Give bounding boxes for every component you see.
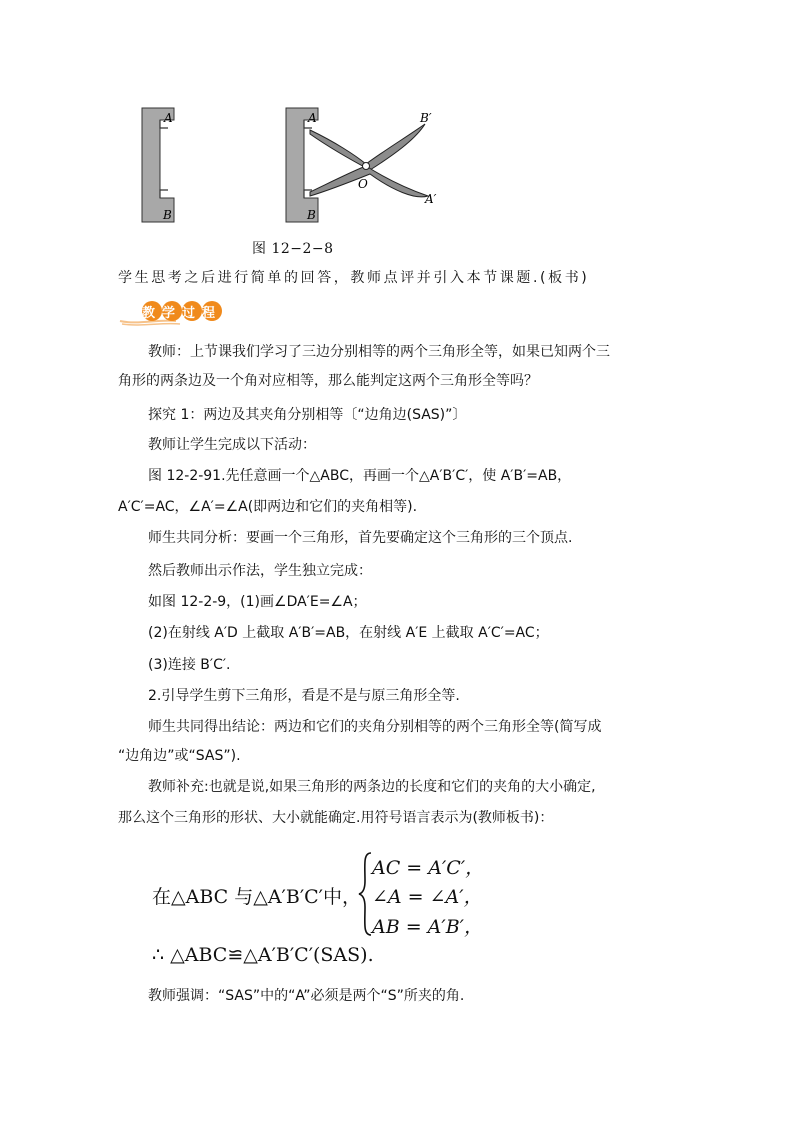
- para-line-13: 师生共同得出结论：两边和它们的夹角分别相等的两个三角形全等(简写成: [148, 719, 602, 735]
- para-line-11: (3)连接 B′C′.: [148, 657, 231, 673]
- para-line-4: 教师让学生完成以下活动：: [148, 437, 316, 453]
- math-brace: [357, 851, 373, 937]
- para-line-15: 教师补充:也就是说,如果三角形的两条边的长度和它们的夹角的大小确定,: [148, 779, 596, 795]
- math-line-1: [372, 853, 484, 880]
- para-line-8: 然后教师出示作法，学生独立完成：: [148, 563, 372, 579]
- math-conclusion: ∴ △ABC≌△A′B′C′(SAS).: [152, 944, 374, 966]
- label-aprime: A′: [425, 192, 437, 206]
- label-bprime: B′: [420, 111, 432, 125]
- caliper-figure: [130, 100, 460, 240]
- math-line-3: [372, 912, 483, 939]
- para-line-10: (2)在射线 A′D 上截取 A′B′=AB，在射线 A′E 上截取 A′C′=AC；: [148, 625, 549, 641]
- emphasis-line: 教师强调：“SAS”中的“A”必须是两个“S”所夹的角.: [148, 988, 465, 1004]
- para-line-1: 教师：上节课我们学习了三边分别相等的两个三角形全等，如果已知两个三: [148, 344, 610, 360]
- para-line-5: 图 12-2-91.先任意画一个△ABC，再画一个△A′B′C′，使 A′B′=AB，: [148, 468, 572, 484]
- left-bracket: [142, 108, 174, 222]
- para-line-2: 角形的两条边及一个角对应相等，那么能判定这两个三角形全等吗？: [118, 373, 538, 389]
- para-line-12: 2.引导学生剪下三角形，看是不是与原三角形全等.: [148, 688, 460, 704]
- right-bracket: [286, 108, 318, 222]
- para-line-3: 探究 1：两边及其夹角分别相等〔“边角边(SAS)”〕: [148, 407, 467, 423]
- figure-caption: 图 12−2−8: [252, 241, 334, 257]
- para-line-7: 师生共同分析：要画一个三角形，首先要确定这个三角形的三个顶点.: [148, 530, 573, 546]
- label-o: O: [358, 177, 368, 191]
- label-b-left: B: [163, 208, 172, 222]
- label-a-right: A: [308, 111, 317, 125]
- para-line-16: 那么这个三角形的形状、大小就能确定.用符号语言表示为(教师板书)：: [118, 810, 554, 826]
- label-a-left: A: [164, 111, 173, 125]
- pivot-o: [363, 163, 370, 170]
- section-badge-label: 教学过程: [142, 306, 223, 321]
- para-line-6: A′C′=AC，∠A′=∠A(即两边和它们的夹角相等).: [118, 499, 418, 515]
- label-b-right: B: [307, 208, 316, 222]
- math-line-3-text: AB = A′B′，: [372, 916, 483, 938]
- left-jaw-bottom: [160, 190, 168, 198]
- para-line-14: “边角边”或“SAS”).: [118, 748, 241, 764]
- intro-line: 学生思考之后进行简单的回答，教师点评并引入本节课题.(板书): [118, 270, 590, 286]
- para-line-9: 如图 12-2-9，(1)画∠DA′E=∠A；: [148, 594, 367, 610]
- caliper-arm-2: [310, 166, 428, 197]
- math-line-2: [372, 882, 483, 909]
- math-lead: 在△ABC 与△A′B′C′中，: [152, 886, 362, 908]
- math-line-2-text: ∠A = ∠A′，: [372, 886, 483, 908]
- math-line-1-text: AC = A′C′，: [372, 857, 485, 879]
